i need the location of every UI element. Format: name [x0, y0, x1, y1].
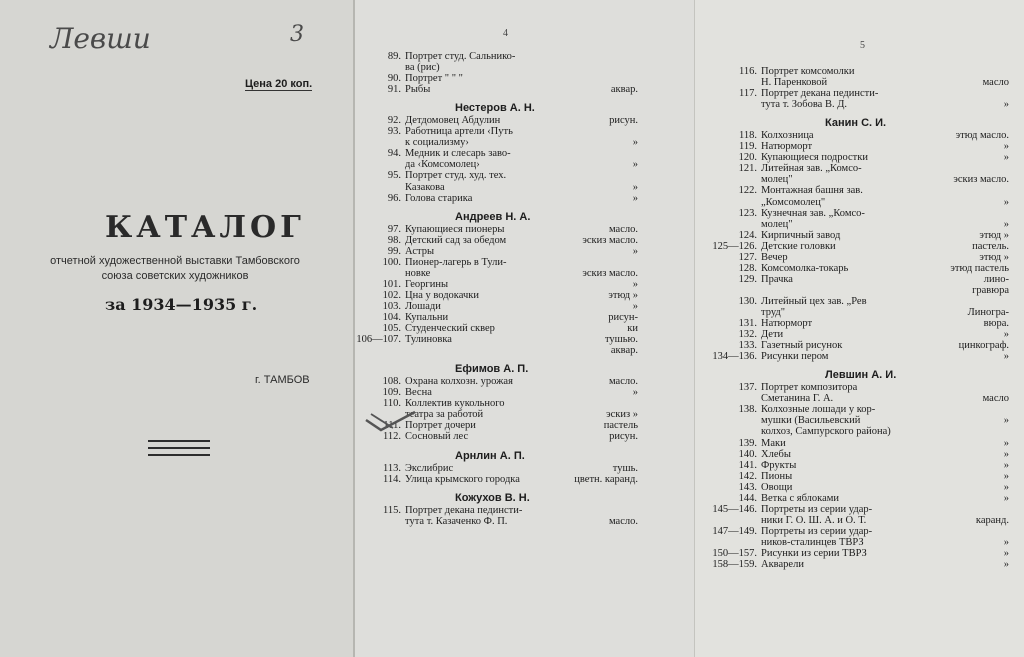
- entry-medium: пастель.: [972, 240, 1009, 252]
- entry-number: 145—146.: [712, 503, 757, 515]
- entry-title: Улица крымского городка: [405, 473, 520, 485]
- artist-heading: Андреев Н. А.: [455, 210, 531, 223]
- entry-medium: »: [1003, 459, 1009, 471]
- entry-medium: »: [632, 245, 638, 257]
- entry-title: Кузнечная зав. „Комсо-: [761, 207, 865, 219]
- entry-number: 114.: [383, 473, 401, 485]
- entry-medium: »: [1003, 481, 1009, 493]
- entry-title: Маки: [761, 437, 786, 449]
- artist-heading: Канин С. И.: [825, 117, 887, 130]
- catalog-entry-row: [695, 426, 1015, 437]
- entry-number: 122.: [738, 185, 757, 197]
- entry-title: новке: [405, 267, 431, 279]
- entry-number: 113.: [383, 462, 401, 474]
- entry-number: 150—157.: [712, 548, 757, 559]
- entry-medium: »: [632, 300, 638, 312]
- catalog-entry-row: [355, 126, 685, 137]
- subtitle-line1: отчетной художественной выставки Тамбовского: [50, 255, 300, 267]
- entry-title: Фрукты: [761, 459, 797, 471]
- entry-number: 112.: [383, 431, 401, 443]
- catalog-entry-row: [695, 471, 1015, 482]
- entry-medium: эскиз масло.: [582, 234, 638, 246]
- catalog-entry-row: [695, 318, 1015, 329]
- catalog-entry-row: [695, 548, 1015, 559]
- entry-title: тута т. Зобова В. Д.: [761, 99, 847, 111]
- entry-title: Рыбы: [405, 84, 431, 96]
- entry-number: 140.: [738, 448, 757, 460]
- entry-number: 96.: [387, 192, 401, 204]
- catalog-entry-row: [355, 62, 685, 73]
- catalog-entry-row: [695, 263, 1015, 274]
- entry-medium: этюд »: [979, 251, 1009, 263]
- entry-title: Охрана колхозн. урожая: [405, 376, 513, 388]
- entry-number: 125—126.: [712, 240, 757, 252]
- catalog-entry-row: [355, 505, 685, 516]
- catalog-entry-row: [695, 174, 1015, 185]
- entry-medium: »: [1003, 152, 1009, 164]
- handwritten-number: 3: [290, 22, 304, 47]
- entry-title: Портрет декана пединсти-: [761, 88, 879, 100]
- entry-title: Натюрморт: [761, 141, 813, 153]
- catalog-entry-row: [355, 474, 685, 485]
- entry-medium: »: [632, 137, 638, 149]
- entry-number: 141.: [738, 459, 757, 471]
- entry-number: 90.: [387, 73, 401, 85]
- catalog-entry-row: [355, 224, 685, 235]
- entry-title: Хлебы: [761, 448, 791, 460]
- catalog-entry-row: [355, 334, 685, 345]
- divider-rule: [148, 454, 210, 456]
- entry-number: 110.: [383, 398, 401, 410]
- catalog-entry-row: [695, 285, 1015, 296]
- entry-title: Купальни: [405, 312, 449, 323]
- entry-title: мушки (Васильевский: [761, 415, 861, 427]
- entry-number: 120.: [738, 152, 757, 164]
- catalog-entry-row: [695, 493, 1015, 504]
- entry-title: Дети: [761, 329, 784, 341]
- entry-medium: рисун.: [609, 115, 638, 127]
- entry-medium: рисун-: [608, 312, 638, 323]
- entry-medium: »: [632, 159, 638, 171]
- entry-number: 94.: [387, 148, 401, 160]
- catalog-entry-row: [695, 252, 1015, 263]
- catalog-years: за 1934—1935 г.: [105, 295, 258, 314]
- entry-title: Пионер-лагерь в Тули-: [405, 256, 507, 268]
- catalog-entry-row: [695, 185, 1015, 196]
- catalog-entry-row: [695, 404, 1015, 415]
- entry-title: Колхозница: [761, 130, 814, 142]
- handwritten-checkmark-icon: [363, 408, 423, 434]
- entry-number: 105.: [382, 323, 401, 335]
- entry-title: труд": [761, 307, 786, 318]
- entry-number: 116.: [739, 66, 757, 77]
- divider-rule: [148, 440, 210, 442]
- catalog-entry-row: [355, 148, 685, 159]
- entry-title: Литейная зав. „Комсо-: [761, 163, 862, 175]
- entry-number: 91.: [387, 84, 401, 96]
- entry-number: 117.: [739, 88, 757, 100]
- catalog-entry-row: [355, 312, 685, 323]
- catalog-entry-row: [695, 449, 1015, 460]
- entry-title: Акварели: [761, 559, 804, 571]
- entry-title: Портрет студ. худ. тех.: [405, 170, 507, 182]
- entry-medium: масло: [982, 77, 1009, 89]
- entry-title: Сметанина Г. А.: [761, 393, 834, 405]
- entry-title: Вечер: [761, 251, 788, 263]
- entry-number: 123.: [738, 207, 757, 219]
- catalog-entry-row: [695, 219, 1015, 230]
- catalog-entry-row: [355, 463, 685, 474]
- entry-number: 99.: [387, 245, 401, 257]
- catalog-entry-row: [355, 516, 685, 527]
- entry-medium: каранд.: [975, 514, 1009, 526]
- entry-number: 100.: [382, 256, 401, 268]
- artist-heading: Ефимов А. П.: [455, 363, 529, 376]
- entry-number: 144.: [738, 492, 757, 504]
- entry-medium: эскиз масло.: [582, 267, 638, 279]
- catalog-entry-row: [355, 279, 685, 290]
- catalog-page-4: [355, 0, 695, 657]
- entry-title: Детдомовец Абдулин: [405, 115, 501, 127]
- entry-title: Портрет комсомолки: [761, 66, 855, 77]
- entry-number: 158—159.: [712, 559, 757, 571]
- catalog-entry-row: [695, 559, 1015, 570]
- entry-number: 139.: [738, 437, 757, 449]
- entry-number: 95.: [387, 170, 401, 182]
- entry-medium: »: [1003, 492, 1009, 504]
- entry-number: 93.: [387, 126, 401, 138]
- entry-number: 124.: [738, 229, 757, 241]
- catalog-cover: [0, 0, 355, 657]
- entry-title: ники Г. О. Ш. А. и О. Т.: [761, 514, 867, 526]
- catalog-entry-row: [695, 88, 1015, 99]
- entry-medium: эскиз »: [606, 409, 638, 421]
- entry-title: Работница артели ‹Путь: [405, 126, 513, 138]
- catalog-entry-row: [695, 307, 1015, 318]
- catalog-entry-row: [695, 77, 1015, 88]
- catalog-entry-row: [695, 438, 1015, 449]
- catalog-entry-row: [695, 130, 1015, 141]
- entry-number: 106—107.: [356, 334, 401, 346]
- entry-medium: »: [632, 387, 638, 399]
- catalog-entry-row: [695, 537, 1015, 548]
- entry-title: да ‹Комсомолец›: [405, 159, 480, 171]
- entry-title: Н. Паренковой: [761, 77, 828, 89]
- catalog-entry-row: [695, 274, 1015, 285]
- entry-medium: этюд »: [608, 289, 638, 301]
- entry-title: Голова старика: [405, 192, 473, 204]
- catalog-entry-row: [355, 257, 685, 268]
- entry-number: 129.: [738, 273, 757, 285]
- catalog-entry-row: [355, 193, 685, 204]
- entry-title: Детский сад за обедом: [405, 234, 507, 246]
- entry-title: Овощи: [761, 481, 793, 493]
- entry-number: 118.: [739, 130, 757, 142]
- entry-title: Коллектив кукольного: [405, 398, 505, 410]
- entry-number: 101.: [382, 278, 401, 290]
- entry-medium: тушью.: [604, 334, 638, 346]
- entry-title: „Комсомолец": [761, 196, 826, 208]
- catalog-entry-row: [695, 526, 1015, 537]
- entry-medium: »: [1003, 536, 1009, 548]
- catalog-entry-row: [355, 268, 685, 279]
- catalog-entry-row: [355, 137, 685, 148]
- entry-number: 102.: [382, 289, 401, 301]
- price-label: Цена 20 коп.: [245, 78, 313, 90]
- entry-number: 132.: [738, 329, 757, 341]
- entry-title: Студенческий сквер: [405, 323, 495, 335]
- entry-title: ва (рис): [405, 62, 440, 74]
- entry-title: Портреты из серии удар-: [761, 525, 873, 537]
- catalog-entry-row: [355, 290, 685, 301]
- entry-medium: »: [1003, 448, 1009, 460]
- page-number: 5: [860, 40, 865, 51]
- entry-title: молец": [761, 174, 793, 186]
- divider-rule: [148, 447, 210, 449]
- entry-medium: Линогра-: [967, 307, 1009, 318]
- entry-title: Рисунки пером: [761, 351, 829, 363]
- entry-title: Пионы: [761, 470, 793, 482]
- catalog-entry-row: [695, 351, 1015, 362]
- entry-medium: вюра.: [983, 318, 1009, 330]
- catalog-entry-row: [355, 246, 685, 257]
- entry-title: колхоз, Сампурского района): [761, 426, 891, 438]
- entry-medium: »: [1003, 470, 1009, 482]
- artist-heading: Левшин А. И.: [825, 369, 897, 382]
- catalog-entry-row: [695, 482, 1015, 493]
- entry-number: 133.: [738, 340, 757, 352]
- entry-medium: ки: [627, 323, 638, 335]
- catalog-page-5: [695, 0, 1024, 657]
- entry-number: 134—136.: [712, 351, 757, 363]
- catalog-entry-row: [355, 345, 685, 356]
- entry-title: Лошади: [405, 300, 441, 312]
- city-label: г. ТАМБОВ: [255, 374, 310, 386]
- catalog-entry-row: [355, 159, 685, 170]
- entry-number: 147—149.: [712, 525, 757, 537]
- entry-number: 127.: [738, 251, 757, 263]
- entry-title: Портрет дочери: [405, 420, 476, 432]
- entry-title: Портрет декана пединсти-: [405, 504, 523, 516]
- entry-title: Астры: [405, 245, 435, 257]
- catalog-entry-row: [355, 235, 685, 246]
- entry-medium: »: [1003, 141, 1009, 153]
- entry-medium: масло.: [608, 376, 638, 388]
- entry-title: к социализму›: [405, 137, 469, 149]
- entry-title: Колхозные лошади у кор-: [761, 404, 876, 416]
- entry-number: 128.: [738, 262, 757, 274]
- catalog-entry-row: [695, 460, 1015, 471]
- entry-medium: гравюра: [972, 284, 1009, 296]
- entry-number: 111.: [383, 420, 401, 432]
- entry-medium: »: [1003, 218, 1009, 230]
- entry-number: 109.: [382, 387, 401, 399]
- entry-title: Комсомолка-токарь: [761, 262, 849, 274]
- entry-title: Тулиновка: [405, 334, 452, 346]
- catalog-entry-row: [695, 296, 1015, 307]
- catalog-entry-row: [695, 415, 1015, 426]
- entry-title: Сосновый лес: [405, 431, 469, 443]
- catalog-entry-row: [355, 51, 685, 62]
- entry-number: 138.: [738, 404, 757, 416]
- entry-medium: масло: [982, 393, 1009, 405]
- entry-medium: »: [1003, 196, 1009, 208]
- entry-title: Цна у водокачки: [405, 289, 479, 301]
- entry-medium: этюд »: [979, 229, 1009, 241]
- entry-title: Кирпичный завод: [761, 229, 841, 241]
- entry-number: 121.: [738, 163, 757, 175]
- catalog-entry-row: [355, 73, 685, 84]
- entry-title: ников-сталинцев ТВРЗ: [761, 536, 864, 548]
- entry-medium: »: [1003, 329, 1009, 341]
- entry-medium: »: [1003, 437, 1009, 449]
- entry-medium: этюд пастель: [950, 262, 1009, 274]
- entry-medium: пастель: [603, 420, 638, 432]
- entry-title: Экслибрис: [405, 462, 454, 474]
- entry-title: театра за работой: [405, 409, 484, 421]
- entry-medium: аквар.: [610, 84, 638, 96]
- entry-number: 108.: [382, 376, 401, 388]
- entry-title: Казакова: [405, 181, 445, 193]
- entry-medium: цветн. каранд.: [574, 473, 638, 485]
- entry-number: 89.: [387, 51, 401, 62]
- entry-medium: масло.: [608, 515, 638, 527]
- entry-medium: рисун.: [609, 431, 638, 443]
- entry-title: Детские головки: [761, 240, 836, 252]
- catalog-title: КАТАЛОГ: [105, 210, 305, 245]
- entry-title: тута т. Казаченко Ф. П.: [405, 515, 508, 527]
- artist-heading: Кожухов В. Н.: [455, 491, 530, 504]
- entry-number: 97.: [387, 223, 401, 235]
- catalog-entry-row: [695, 163, 1015, 174]
- catalog-entry-row: [355, 376, 685, 387]
- entry-title: Георгины: [405, 278, 449, 290]
- entry-title: Рисунки из серии ТВРЗ: [761, 548, 867, 559]
- entry-medium: масло.: [608, 223, 638, 235]
- entry-medium: этюд масло.: [955, 130, 1009, 142]
- entry-title: Портреты из серии удар-: [761, 503, 873, 515]
- entry-medium: »: [632, 181, 638, 193]
- entry-medium: эскиз масло.: [953, 174, 1009, 186]
- entry-title: Монтажная башня зав.: [761, 185, 863, 197]
- catalog-entry-row: [355, 387, 685, 398]
- entry-title: Литейный цех зав. „Рев: [761, 295, 867, 307]
- page-number: 4: [503, 28, 508, 39]
- entry-number: 103.: [382, 300, 401, 312]
- subtitle-line2: союза советских художников: [101, 270, 249, 282]
- catalog-entry-row: [355, 323, 685, 334]
- entry-medium: »: [632, 278, 638, 290]
- catalog-entry-row: [355, 182, 685, 193]
- entry-medium: цинкограф.: [958, 340, 1009, 352]
- entry-number: 143.: [738, 481, 757, 493]
- entry-medium: »: [632, 192, 638, 204]
- catalog-entry-row: [695, 241, 1015, 252]
- entry-medium: »: [1003, 415, 1009, 427]
- entry-number: 92.: [387, 115, 401, 127]
- catalog-entry-row: [695, 99, 1015, 110]
- entry-title: Ветка с яблоками: [761, 492, 840, 504]
- entry-medium: »: [1003, 351, 1009, 363]
- entry-number: 130.: [738, 295, 757, 307]
- entry-title: Весна: [405, 387, 432, 399]
- handwritten-name: Левши: [50, 22, 151, 55]
- catalog-entry-row: [695, 141, 1015, 152]
- entry-title: Портрет композитора: [761, 382, 858, 394]
- entry-title: Медник и слесарь заво-: [405, 148, 511, 160]
- entry-medium: »: [1003, 99, 1009, 111]
- entry-title: Газетный рисунок: [761, 340, 843, 352]
- catalog-entry-row: [695, 340, 1015, 351]
- catalog-entry-row: [695, 230, 1015, 241]
- artist-heading: Арнлин А. П.: [455, 449, 525, 462]
- entry-number: 98.: [387, 234, 401, 246]
- catalog-entry-row: [695, 208, 1015, 219]
- entry-medium: »: [1003, 548, 1009, 559]
- entry-title: Купающиеся подростки: [761, 152, 868, 164]
- entry-medium: лино-: [983, 273, 1009, 285]
- entry-number: 142.: [738, 470, 757, 482]
- entry-title: Портрет студ. Сальнико-: [405, 51, 516, 62]
- catalog-entry-row: [355, 301, 685, 312]
- entry-number: 131.: [738, 318, 757, 330]
- entry-title: Натюрморт: [761, 318, 813, 330]
- catalog-entry-row: [695, 329, 1015, 340]
- entry-title: Прачка: [761, 273, 793, 285]
- entry-number: 137.: [738, 382, 757, 394]
- entry-medium: тушь.: [612, 462, 638, 474]
- artist-heading: Нестеров А. Н.: [455, 102, 535, 115]
- catalog-entry-row: [355, 84, 685, 95]
- catalog-entry-row: [695, 515, 1015, 526]
- entry-number: 104.: [382, 312, 401, 323]
- catalog-entry-row: [695, 504, 1015, 515]
- catalog-entry-row: [695, 66, 1015, 77]
- catalog-entry-row: [355, 170, 685, 181]
- catalog-entry-row: [695, 152, 1015, 163]
- entry-medium: »: [1003, 559, 1009, 571]
- entry-title: Купающиеся пионеры: [405, 223, 505, 235]
- entry-title: Портрет " " ": [405, 73, 463, 85]
- catalog-entry-row: [355, 115, 685, 126]
- entry-number: 115.: [383, 504, 401, 516]
- catalog-entry-row: [695, 382, 1015, 393]
- entry-title: молец": [761, 218, 793, 230]
- catalog-entry-row: [695, 393, 1015, 404]
- entry-medium: аквар.: [610, 345, 638, 357]
- catalog-entry-row: [695, 197, 1015, 208]
- entry-number: 119.: [739, 141, 757, 153]
